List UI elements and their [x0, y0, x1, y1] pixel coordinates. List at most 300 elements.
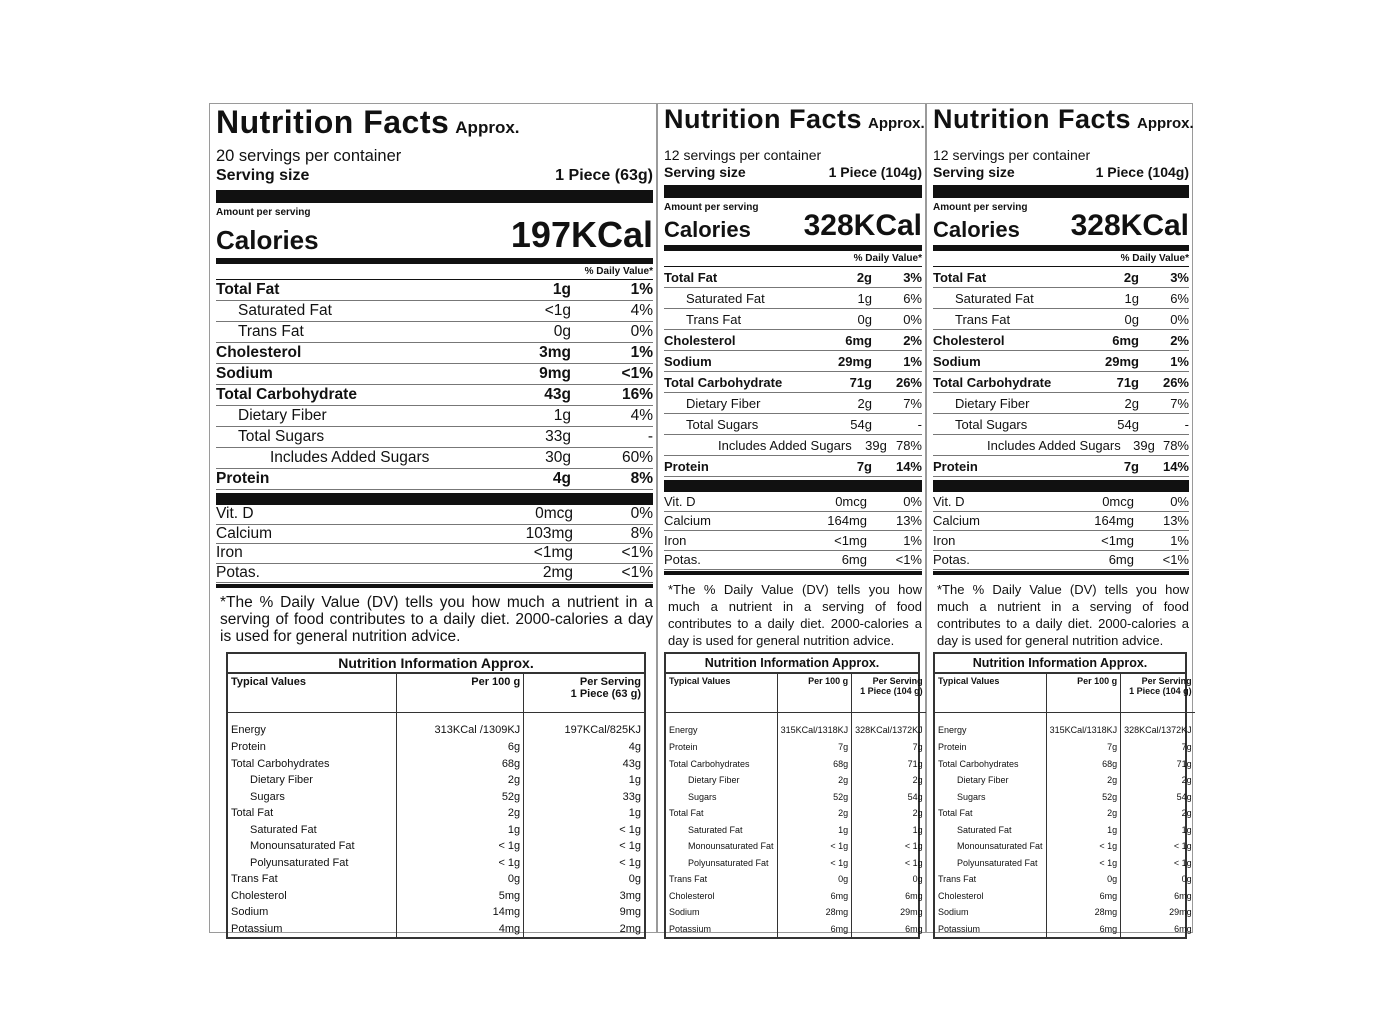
nutrient-amount: <1g	[544, 302, 571, 319]
nutrient-daily-value: 26%	[895, 374, 922, 390]
nutrient-row	[933, 351, 1189, 372]
per-serving-value: 2mg	[524, 921, 644, 938]
nutrient-row	[216, 385, 653, 406]
per-100g-value: 2g	[777, 805, 852, 822]
typical-value-name: Monounsaturated Fat	[957, 841, 1043, 852]
nutrition-information-row	[228, 888, 644, 905]
typical-value-name: Potassium	[231, 922, 283, 935]
nutrient-row	[216, 280, 653, 301]
nutrition-information-row	[666, 739, 926, 756]
nutrition-information-row	[228, 756, 644, 773]
per-serving-value: 71g	[1121, 756, 1195, 773]
nutrient-amount: 54g	[1117, 416, 1139, 432]
servings-per-container: 12 servings per container	[933, 147, 1091, 163]
nutrient-name: Trans Fat	[686, 311, 742, 327]
calories-value: 197KCal	[510, 214, 653, 255]
nutrition-information-row	[228, 739, 644, 756]
per-serving-value: 33g	[524, 789, 644, 806]
nutrient-daily-value: 1%	[630, 281, 653, 298]
typical-value-name: Total Fat	[669, 808, 704, 819]
nutrient-daily-value: 6%	[1170, 290, 1189, 306]
nutrient-name: Protein	[933, 458, 978, 474]
nutrient-daily-value: 3%	[1170, 269, 1189, 285]
vitamin-row	[664, 551, 922, 571]
typical-value-name: Potassium	[669, 923, 712, 934]
per-100g-value: 7g	[1046, 739, 1121, 756]
nutrition-information-row	[935, 789, 1195, 806]
per-serving-value: 1g	[1121, 822, 1195, 839]
per-100g-value: 52g	[396, 789, 523, 806]
daily-value-footnote: *The % Daily Value (DV) tells you how much a nutrient in a serving of food contributes to a daily diet. 2000-calories a day is used for general nutrition advice.	[937, 582, 1189, 648]
medium-divider	[216, 258, 653, 264]
nutrition-information-row	[228, 805, 644, 822]
approx-label: Approx.	[1137, 115, 1194, 132]
per-serving-line: Per Serving	[1141, 676, 1192, 686]
per-serving-value: 43g	[524, 756, 644, 773]
column-header-per-serving	[852, 674, 926, 713]
vitamin-daily-value: 0%	[1170, 493, 1189, 509]
typical-value-name: Sodium	[669, 907, 700, 918]
nutrient-row	[216, 364, 653, 385]
vitamin-row	[216, 564, 653, 584]
per-100g-value: 28mg	[1046, 904, 1121, 921]
nutrition-label	[657, 103, 926, 933]
nutrition-information-table	[933, 652, 1192, 939]
per-100g-value: 0g	[1046, 871, 1121, 888]
per-100g-value: 6mg	[777, 888, 852, 905]
nutrient-daily-value: 14%	[895, 458, 922, 474]
nutrient-name: Includes Added Sugars	[270, 449, 430, 466]
nutrient-amount: 30g	[545, 449, 571, 466]
nutrient-name: Total Fat	[216, 281, 280, 298]
vitamin-row	[933, 512, 1189, 532]
nutrient-amount: 6mg	[845, 332, 872, 348]
per-serving-value: 4g	[524, 739, 644, 756]
nutrient-name: Dietary Fiber	[238, 407, 327, 424]
nutrition-information-row	[935, 871, 1195, 888]
per-serving-value: 9mg	[524, 904, 644, 921]
nutrient-amount: 7g	[1123, 458, 1139, 474]
serving-size-row	[664, 164, 922, 180]
typical-value-name: Saturated Fat	[688, 824, 743, 835]
servings-per-container: 20 servings per container	[216, 147, 402, 165]
label-content	[933, 104, 1194, 649]
nutrition-information-row	[228, 904, 644, 921]
per-100g-value: < 1g	[1046, 855, 1121, 872]
per-100g-value: 313KCal /1309KJ	[396, 713, 523, 740]
typical-value-name: Potassium	[938, 923, 981, 934]
typical-value-name: Sugars	[250, 790, 285, 803]
nutrient-amount: 3mg	[539, 344, 571, 361]
per-serving-value: 197KCal/825KJ	[524, 713, 644, 740]
nutrient-amount: 2g	[1124, 395, 1139, 411]
nutrition-information-row	[228, 772, 644, 789]
per-100g-value: 6mg	[777, 921, 852, 938]
per-100g-value: 2g	[396, 805, 523, 822]
thick-divider	[664, 480, 922, 492]
nutrition-information-row	[666, 888, 926, 905]
typical-value-name: Monounsaturated Fat	[688, 841, 774, 852]
serving-size-value: 1 Piece (104g)	[828, 164, 922, 180]
nutrient-amount: 2g	[1123, 269, 1139, 285]
nutrient-row	[933, 414, 1189, 435]
vitamin-amount: <1mg	[533, 544, 573, 562]
vitamin-row	[216, 544, 653, 564]
nutrition-information-row	[935, 772, 1195, 789]
nutrient-amount: 2g	[857, 395, 872, 411]
vitamin-row	[216, 505, 653, 525]
calories-label: Calories	[216, 225, 319, 255]
per-serving-value: 29mg	[1121, 904, 1195, 921]
nutrient-row	[933, 267, 1189, 288]
nutrition-information-grid	[228, 674, 644, 937]
nutrient-row	[216, 406, 653, 427]
per-100g-value: 6mg	[1046, 888, 1121, 905]
nutrient-amount: 54g	[850, 416, 872, 432]
nutrient-daily-value: 2%	[1170, 332, 1189, 348]
per-serving-value: < 1g	[1121, 855, 1195, 872]
nutrient-row	[216, 448, 653, 469]
nutrient-row	[933, 435, 1189, 456]
nutrient-daily-value: <1%	[621, 365, 653, 382]
nutrient-daily-value: 7%	[1170, 395, 1189, 411]
nutrient-row	[664, 393, 922, 414]
per-100g-value: 0g	[396, 871, 523, 888]
nutrient-amount: 0g	[553, 323, 571, 340]
nutrient-row	[216, 469, 653, 490]
medium-divider	[216, 584, 653, 588]
per-100g-value: 1g	[396, 822, 523, 839]
calories-label: Calories	[933, 217, 1020, 242]
nutrient-row	[664, 414, 922, 435]
vitamin-row	[664, 492, 922, 512]
nutrient-name: Cholesterol	[216, 344, 302, 361]
nutrient-name: Cholesterol	[664, 332, 736, 348]
vitamin-daily-value: <1%	[621, 544, 653, 562]
typical-value-name: Monounsaturated Fat	[250, 840, 355, 853]
nutrition-label	[926, 103, 1193, 933]
nutrition-information-row	[935, 838, 1195, 855]
vitamin-daily-value: <1%	[1162, 552, 1189, 568]
nutrient-name: Total Sugars	[238, 428, 325, 445]
nutrient-row	[933, 456, 1189, 477]
nutrient-amount: 43g	[544, 386, 571, 403]
nutrient-name: Dietary Fiber	[955, 395, 1030, 411]
per-serving-value: < 1g	[852, 855, 926, 872]
nutrition-information-row	[228, 871, 644, 888]
column-header-per-100g: Per 100 g	[777, 674, 852, 713]
nutrient-row	[933, 288, 1189, 309]
daily-value-footnote: *The % Daily Value (DV) tells you how much a nutrient in a serving of food contributes to a daily diet. 2000-calories a day is used for general nutrition advice.	[668, 582, 922, 648]
nutrient-row	[933, 309, 1189, 330]
typical-value-name: Polyunsaturated Fat	[250, 856, 349, 869]
typical-value-name: Total Fat	[231, 807, 274, 820]
per-serving-value: 7g	[1121, 739, 1195, 756]
typical-value-name: Trans Fat	[231, 873, 278, 886]
calories-row	[933, 209, 1189, 243]
vitamin-amount: 164mg	[1094, 513, 1134, 529]
serving-size-row	[216, 167, 653, 185]
per-serving-value: 6mg	[852, 921, 926, 938]
nutrition-information-title: Nutrition Information Approx.	[935, 654, 1185, 674]
nutrient-row	[933, 330, 1189, 351]
per-serving-value: 1g	[524, 772, 644, 789]
vitamin-amount: 103mg	[525, 524, 573, 542]
vitamin-daily-value: 8%	[630, 524, 653, 542]
per-serving-value: < 1g	[524, 838, 644, 855]
calories-row	[664, 209, 922, 243]
column-header-per-serving	[524, 674, 644, 713]
nutrient-daily-value: 0%	[630, 323, 653, 340]
nutrient-daily-value: 4%	[630, 302, 653, 319]
vitamin-name: Vit. D	[664, 493, 696, 509]
nutrition-label	[209, 103, 657, 933]
nutrient-amount: 1g	[857, 290, 872, 306]
per-100g-value: 0g	[777, 871, 852, 888]
nutrient-amount: 29mg	[838, 353, 872, 369]
nutrition-information-row	[666, 772, 926, 789]
medium-divider	[933, 571, 1189, 575]
vitamin-amount: 0mcg	[835, 493, 867, 509]
per-serving-value: 54g	[1121, 789, 1195, 806]
nutrient-row	[216, 343, 653, 364]
vitamin-amount: 0mcg	[1102, 493, 1134, 509]
nutrient-amount: 1g	[552, 281, 571, 298]
per-serving-value: 54g	[852, 789, 926, 806]
per-100g-value: 6g	[396, 739, 523, 756]
medium-divider	[933, 245, 1189, 251]
nutrient-name: Saturated Fat	[686, 290, 765, 306]
nutrient-daily-value: 8%	[630, 470, 653, 487]
per-100g-value: 68g	[777, 756, 852, 773]
thick-divider	[216, 190, 653, 203]
nutrient-name: Total Fat	[933, 269, 987, 285]
nutrient-daily-value: 4%	[630, 407, 653, 424]
daily-value-header: % Daily Value*	[216, 266, 653, 280]
vitamin-row	[664, 512, 922, 532]
nutrient-name: Saturated Fat	[238, 302, 332, 319]
typical-value-name: Energy	[669, 725, 698, 735]
per-100g-value: 52g	[777, 789, 852, 806]
nutrition-information-row	[666, 789, 926, 806]
typical-value-name: Polyunsaturated Fat	[688, 857, 769, 868]
nutrient-name: Trans Fat	[238, 323, 304, 340]
per-serving-value: 6mg	[1121, 888, 1195, 905]
daily-value-header: % Daily Value*	[664, 253, 922, 267]
nutrition-information-grid	[666, 674, 926, 937]
per-100g-value: 2g	[1046, 805, 1121, 822]
nutrient-name: Dietary Fiber	[686, 395, 761, 411]
nutrition-information-title: Nutrition Information Approx.	[666, 654, 918, 674]
column-header-per-serving	[1121, 674, 1195, 713]
nutrient-name: Total Carbohydrate	[664, 374, 783, 390]
nutrition-information-row	[666, 904, 926, 921]
nutrient-daily-value: 60%	[621, 449, 653, 466]
vitamin-name: Potas.	[216, 563, 260, 581]
nutrient-amount: 4g	[552, 470, 571, 487]
per-100g-value: < 1g	[1046, 838, 1121, 855]
column-header-typical-values: Typical Values	[935, 674, 1046, 713]
nutrient-amount: 0g	[1124, 311, 1139, 327]
nutrition-information-row	[666, 838, 926, 855]
per-serving-line: Per Serving	[579, 676, 641, 688]
nutrition-information-row	[935, 713, 1195, 740]
nutrition-information-row	[935, 888, 1195, 905]
nutrient-row	[664, 267, 922, 288]
typical-value-name: Energy	[231, 724, 266, 736]
typical-value-name: Trans Fat	[938, 874, 977, 885]
vitamin-row	[664, 531, 922, 551]
per-100g-value: 315KCal/1318KJ	[1046, 713, 1121, 740]
typical-value-name: Protein	[938, 742, 967, 753]
nutrient-name: Sodium	[664, 353, 712, 369]
nutrient-amount: 7g	[856, 458, 872, 474]
nutrient-daily-value: 78%	[1162, 437, 1189, 453]
vitamin-amount: 164mg	[827, 513, 867, 529]
label-content	[664, 104, 925, 649]
label-header	[216, 104, 653, 146]
label-header	[933, 104, 1194, 146]
vitamin-row	[216, 525, 653, 545]
vitamin-row	[933, 551, 1189, 571]
serving-size-label: Serving size	[216, 167, 310, 184]
per-serving-value: 2g	[1121, 772, 1195, 789]
calories-value: 328KCal	[1070, 209, 1189, 242]
nutrient-name: Trans Fat	[955, 311, 1011, 327]
nutrition-information-row	[228, 713, 644, 740]
typical-value-name: Cholesterol	[231, 889, 287, 902]
nutrition-information-row	[935, 822, 1195, 839]
nutrient-name: Total Carbohydrate	[216, 386, 357, 403]
per-serving-size: 1 Piece (63 g)	[570, 688, 641, 700]
nutrient-daily-value: 14%	[1162, 458, 1189, 474]
nutrient-name: Cholesterol	[933, 332, 1005, 348]
nutrition-information-row	[935, 904, 1195, 921]
nutrient-daily-value: 7%	[903, 395, 922, 411]
nutrition-information-row	[666, 921, 926, 938]
typical-value-name: Dietary Fiber	[688, 775, 740, 786]
per-100g-value: 1g	[777, 822, 852, 839]
typical-value-name: Total Carbohydrates	[231, 757, 330, 770]
nutrient-daily-value: 6%	[903, 290, 922, 306]
typical-value-name: Polyunsaturated Fat	[957, 857, 1038, 868]
per-100g-value: 1g	[1046, 822, 1121, 839]
per-serving-value: 2g	[1121, 805, 1195, 822]
nutrient-amount: 1g	[1124, 290, 1139, 306]
vitamin-amount: <1mg	[1101, 532, 1134, 548]
nutrient-row	[216, 301, 653, 322]
column-header-per-100g: Per 100 g	[396, 674, 523, 713]
typical-value-name: Total Carbohydrates	[669, 758, 750, 769]
nutrient-row	[933, 372, 1189, 393]
nutrition-information-row	[666, 855, 926, 872]
nutrient-amount: 2g	[856, 269, 872, 285]
nutrition-facts-title: Nutrition Facts	[216, 104, 450, 140]
nutrient-row	[664, 351, 922, 372]
typical-value-name: Total Carbohydrates	[938, 758, 1019, 769]
nutrition-information-row	[228, 822, 644, 839]
nutrient-row	[664, 372, 922, 393]
nutrient-row	[216, 322, 653, 343]
typical-value-name: Saturated Fat	[957, 824, 1012, 835]
typical-value-name: Sodium	[231, 906, 269, 919]
vitamin-name: Potas.	[933, 552, 970, 568]
medium-divider	[664, 245, 922, 251]
serving-size-label: Serving size	[664, 164, 746, 180]
serving-size-label: Serving size	[933, 164, 1015, 180]
vitamin-daily-value: 0%	[630, 505, 653, 523]
nutrient-name: Total Sugars	[955, 416, 1028, 432]
vitamin-row	[933, 492, 1189, 512]
vitamin-name: Iron	[933, 532, 956, 548]
nutrition-information-row	[666, 756, 926, 773]
nutrition-information-row	[935, 756, 1195, 773]
per-serving-size: 1 Piece (104 g)	[860, 686, 923, 696]
nutrition-information-row	[935, 805, 1195, 822]
nutrient-daily-value: -	[917, 416, 922, 432]
per-100g-value: < 1g	[396, 838, 523, 855]
per-100g-value: 68g	[396, 756, 523, 773]
typical-value-name: Sodium	[938, 907, 969, 918]
vitamin-amount: 0mcg	[535, 505, 573, 523]
nutrient-amount: 29mg	[1105, 353, 1139, 369]
nutrition-information-row	[228, 855, 644, 872]
nutrient-amount: 33g	[545, 428, 571, 445]
per-serving-value: 3mg	[524, 888, 644, 905]
thick-divider	[933, 185, 1189, 198]
nutrition-information-grid	[935, 674, 1195, 937]
per-serving-value: < 1g	[524, 822, 644, 839]
nutrient-name: Total Fat	[664, 269, 718, 285]
nutrient-amount: 71g	[1116, 374, 1139, 390]
nutrition-facts-title: Nutrition Facts	[933, 104, 1132, 134]
nutrient-name: Includes Added Sugars	[718, 437, 852, 453]
nutrient-daily-value: 26%	[1162, 374, 1189, 390]
nutrient-amount: 1g	[553, 407, 571, 424]
nutrient-amount: 39g	[865, 437, 887, 453]
vitamin-row	[933, 531, 1189, 551]
vitamin-amount: 2mg	[542, 563, 573, 581]
calories-label: Calories	[664, 217, 751, 242]
vitamin-daily-value: 1%	[903, 532, 922, 548]
per-serving-value: 328KCal/1372KJ	[1121, 713, 1195, 740]
per-serving-value: 6mg	[1121, 921, 1195, 938]
medium-divider	[664, 571, 922, 575]
typical-value-name: Cholesterol	[938, 890, 984, 901]
typical-value-name: Dietary Fiber	[250, 774, 313, 787]
vitamin-amount: 6mg	[841, 552, 867, 568]
per-serving-value: 0g	[1121, 871, 1195, 888]
calories-row	[216, 214, 653, 256]
nutrition-information-row	[666, 805, 926, 822]
thick-divider	[216, 493, 653, 505]
nutrition-information-row	[228, 921, 644, 938]
nutrition-information-row	[935, 855, 1195, 872]
typical-value-name: Energy	[938, 725, 967, 735]
vitamin-daily-value: 13%	[1162, 513, 1189, 529]
per-serving-value: < 1g	[852, 838, 926, 855]
vitamin-name: Calcium	[216, 524, 272, 542]
vitamin-daily-value: 0%	[903, 493, 922, 509]
nutrient-amount: 0g	[857, 311, 872, 327]
nutrient-row	[664, 435, 922, 456]
nutrient-name: Total Sugars	[686, 416, 759, 432]
nutrient-daily-value: 2%	[903, 332, 922, 348]
typical-value-name: Sugars	[688, 791, 717, 802]
nutrient-daily-value: 1%	[1170, 353, 1189, 369]
per-serving-value: 7g	[852, 739, 926, 756]
nutrient-row	[664, 456, 922, 477]
